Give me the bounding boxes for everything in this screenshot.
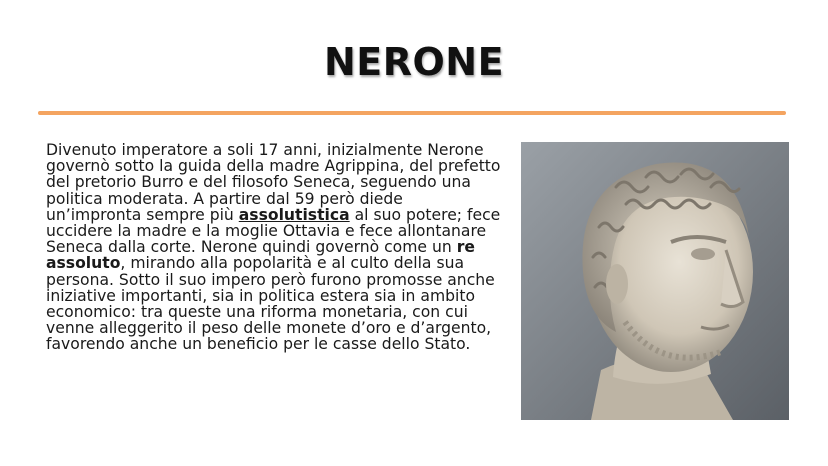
emphasis-assolutistica: assolutistica: [238, 205, 350, 224]
marble-bust-image: [521, 142, 789, 420]
text-segment: , mirando alla popolarità e al culto della sua persona. Sotto il suo impero però furono promosse anche iniziative importanti, sia in politica estera sia in ambito economico: tra queste una riforma monetaria, con cui venne alleggerito il peso delle monete d’oro e d’argento, favorendo anche un beneficio per le casse dello Stato.: [46, 254, 495, 354]
emphasis-re-assoluto: re assoluto: [46, 238, 475, 273]
slide-title: NERONE: [323, 40, 505, 84]
text-segment: al suo potere; fece uccidere la madre e la moglie Ottavia e fece allontanare Seneca dalla corte. Nerone quindi governò come un: [46, 205, 501, 257]
marble-bust-icon: [521, 142, 789, 420]
body-paragraph: [46, 142, 501, 353]
title-divider: [38, 111, 786, 115]
text-segment: Divenuto imperatore a soli 17 anni, inizialmente Nerone governò sotto la guida della madre Agrippina, del prefetto del pretorio Burro e del filosofo Seneca, seguendo una politica moderata. A partire dal 59 però diede un’impronta sempre più: [46, 141, 501, 224]
